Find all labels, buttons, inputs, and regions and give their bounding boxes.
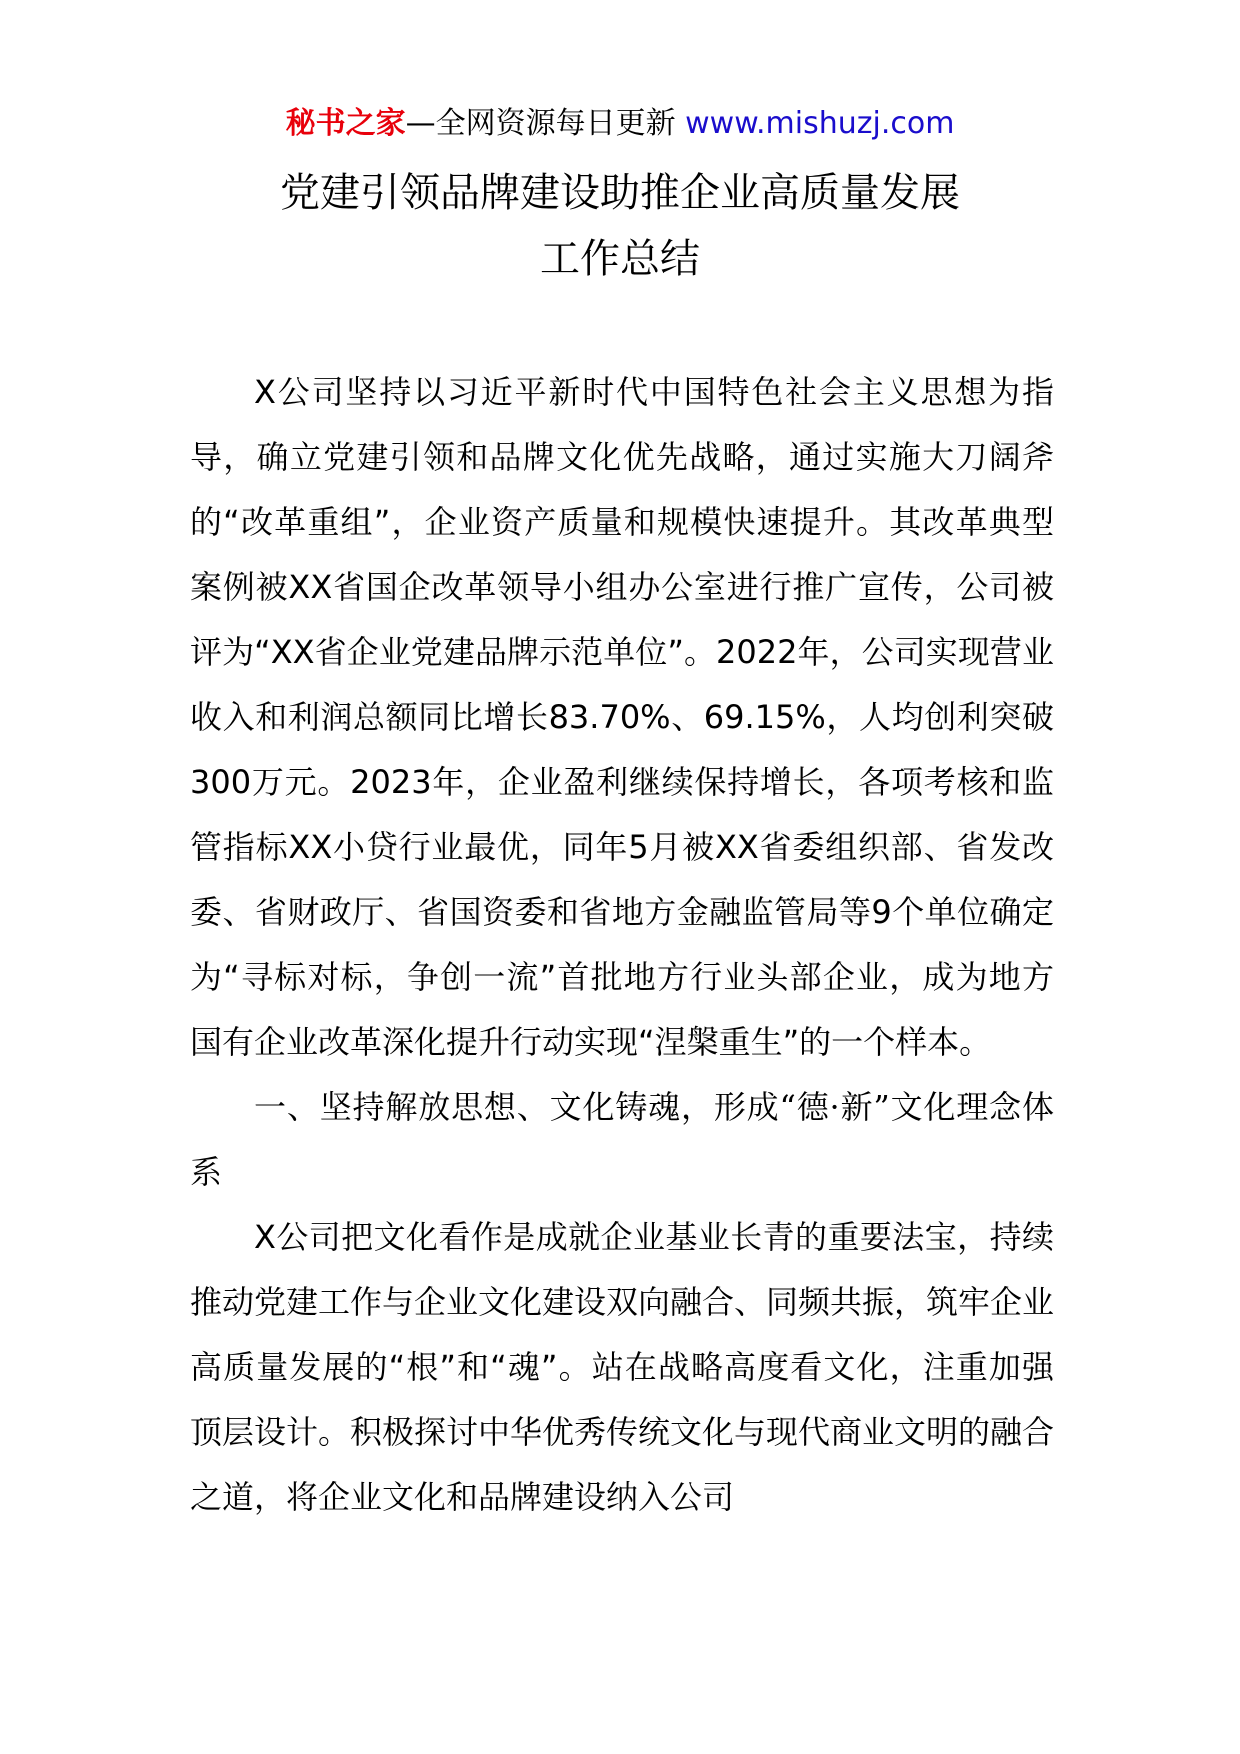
document-title-line-2: 工作总结 xyxy=(540,236,700,282)
section-heading-1: 一、坚持解放思想、文化铸魂，形成“德·新”文化理念体系 xyxy=(190,1088,1054,1191)
document-title-line-1: 党建引领品牌建设助推企业高质量发展 xyxy=(280,170,960,216)
site-header xyxy=(0,104,1240,144)
paragraph-intro: X公司坚持以习近平新时代中国特色社会主义思想为指导，确立党建引领和品牌文化优先战略，通过实施大刀阔斧的“改革重组”，企业资产质量和规模快速提升。其改革典型案例被XX省国企改革领导小组办公室进行推广宣传，公司被评为“XX省企业党建品牌示范单位”。2022年，公司实现营业收入和利润总额同比增长83.70%、69.15%，人均创利突破300万元。2023年，企业盈利继续保持增长，各项考核和监管指标XX小贷行业最优，同年5月被XX省委组织部、省发改委、省财政厅、省国资委和省地方金融监管局等9个单位确定为“寻标对标，争创一流”首批地方行业头部企业，成为地方国有企业改革深化提升行动实现“涅槃重生”的一个样本。 xyxy=(190,373,1054,1061)
brand-name: 秘书之家 xyxy=(285,106,406,141)
document-body xyxy=(190,360,1054,1530)
header-tagline: —全网资源每日更新 xyxy=(405,106,676,141)
site-url-link[interactable]: www.mishuzj.com xyxy=(685,106,955,141)
paragraph-section-1: X公司把文化看作是成就企业基业长青的重要法宝，持续推动党建工作与企业文化建设双向融合、同频共振，筑牢企业高质量发展的“根”和“魂”。站在战略高度看文化，注重加强顶层设计。积极探讨中华优秀传统文化与现代商业文明的融合之道，将企业文化和品牌建设纳入公司 xyxy=(190,1218,1055,1516)
